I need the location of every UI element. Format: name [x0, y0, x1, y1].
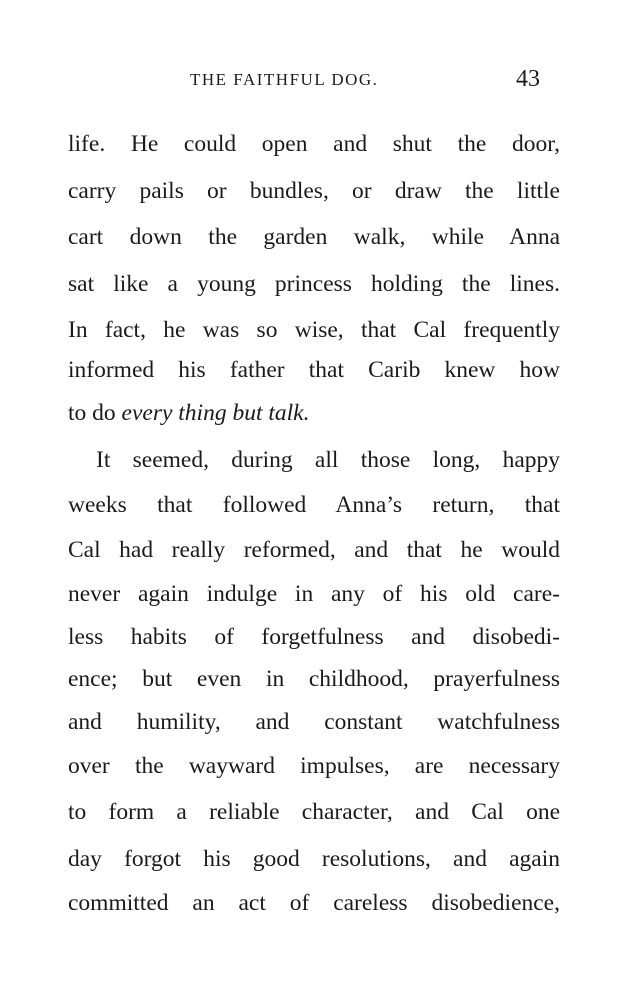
text-line: informed his father that Carib knew how — [68, 357, 560, 383]
text-line: sat like a young princess holding the lines. — [68, 271, 560, 297]
paragraph-first-line: It seemed, during all those long, happy — [96, 447, 560, 473]
text-line: committed an act of careless disobedience, — [68, 890, 560, 916]
text-line: and humility, and constant watchfulness — [68, 709, 560, 735]
text-line-with-emphasis — [68, 395, 560, 431]
text-line: never again indulge in any of his old care- — [68, 581, 560, 607]
running-head — [0, 66, 624, 96]
text-line: life. He could open and shut the door, — [68, 131, 560, 157]
running-title: THE FAITHFUL DOG. — [190, 70, 379, 89]
text-line: over the wayward impulses, are necessary — [68, 753, 560, 779]
text-line: carry pails or bundles, or draw the little — [68, 178, 560, 204]
text-line: day forgot his good resolutions, and again — [68, 846, 560, 872]
text-line: cart down the garden walk, while Anna — [68, 224, 560, 250]
text-line: In fact, he was so wise, that Cal frequently — [68, 317, 560, 343]
text-line: Cal had really reformed, and that he would — [68, 537, 560, 563]
text-line-start: to do — [68, 400, 122, 426]
text-line: less habits of forgetfulness and disobedi- — [68, 624, 560, 650]
emphasized-phrase: every thing but talk. — [121, 400, 310, 426]
text-line: to form a reliable character, and Cal one — [68, 799, 560, 825]
page-number: 43 — [516, 66, 540, 92]
text-line: weeks that followed Anna’s return, that — [68, 492, 560, 518]
text-line: ence; but even in childhood, prayerfulness — [68, 666, 560, 692]
